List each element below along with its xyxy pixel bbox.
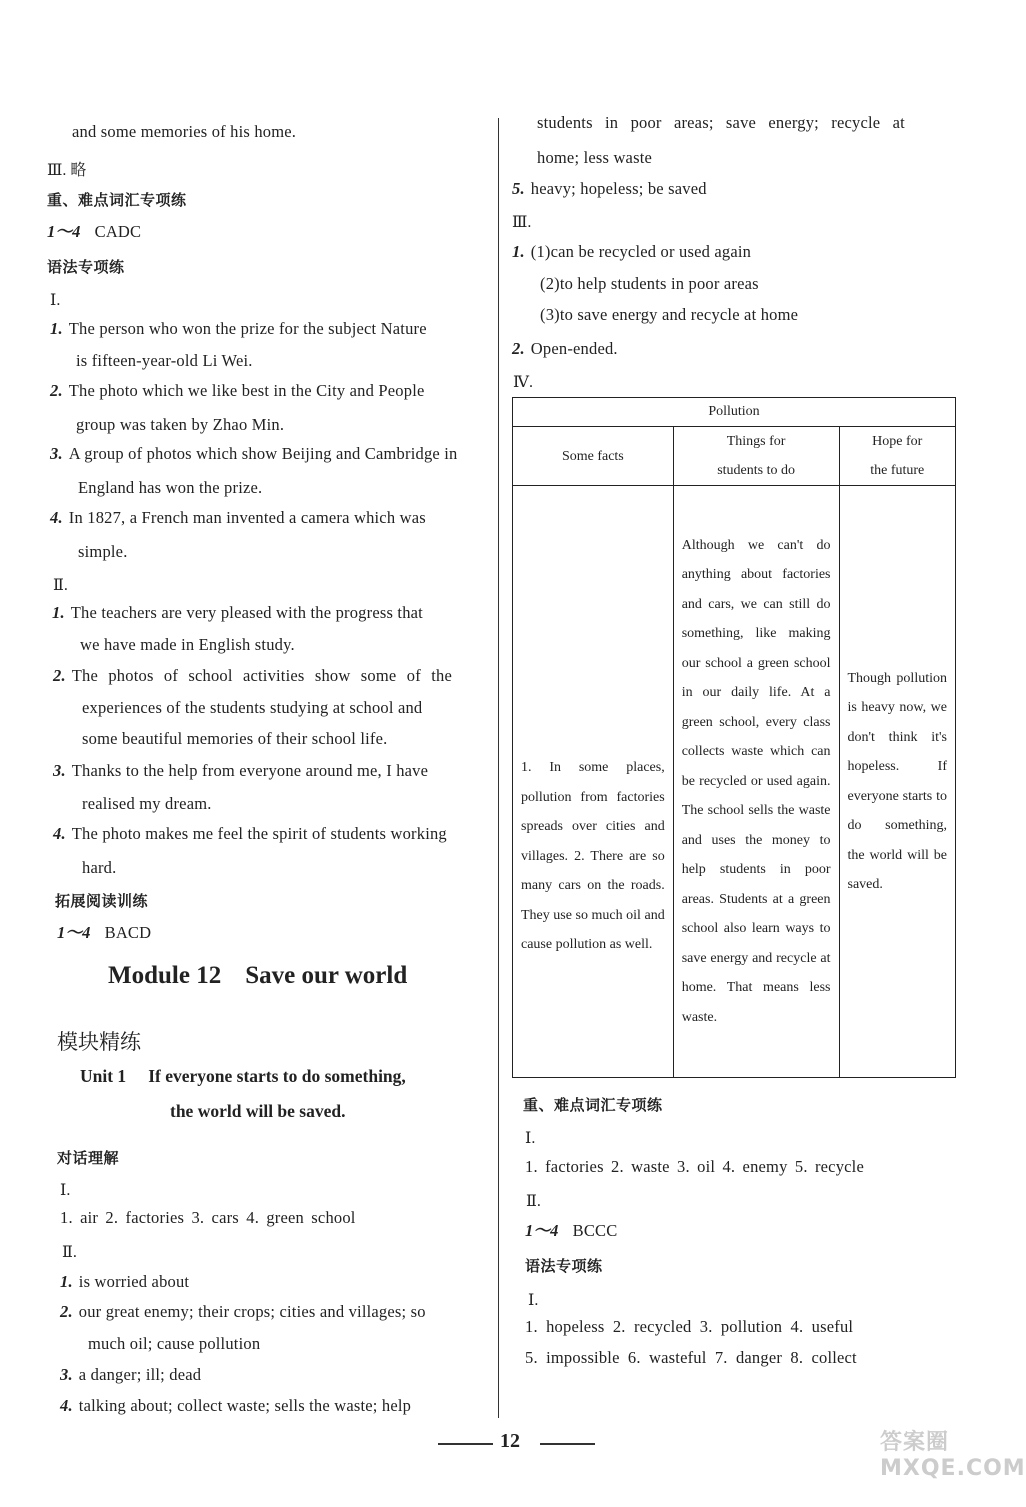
heading-vocab: 重、难点词汇专项练 bbox=[47, 191, 187, 209]
item-number: 3. bbox=[50, 444, 63, 463]
answer-text: our great enemy; their crops; cities and villages; so bbox=[78, 1302, 426, 1321]
item-number: 1～4 bbox=[47, 222, 81, 241]
answer-line: some beautiful memories of their school life. bbox=[82, 729, 388, 748]
answer-text: BCCC bbox=[572, 1221, 618, 1240]
reading-answer bbox=[57, 923, 151, 943]
column-header: Some facts bbox=[513, 427, 674, 486]
section-roman-2: Ⅱ. bbox=[62, 1244, 77, 1261]
section-roman-4: Ⅳ. bbox=[513, 374, 533, 391]
answer-text: BACD bbox=[104, 923, 152, 942]
answer-line bbox=[50, 508, 426, 528]
answer-text: is worried about bbox=[78, 1272, 190, 1291]
section-title: 模块精练 bbox=[57, 1030, 141, 1054]
section-roman-1: Ⅰ. bbox=[50, 292, 61, 309]
unit-title bbox=[80, 1066, 406, 1087]
answer-line bbox=[53, 761, 428, 781]
answer-line: much oil; cause pollution bbox=[88, 1334, 261, 1353]
section-roman-2: Ⅱ. bbox=[526, 1193, 541, 1210]
page-number: 12 bbox=[500, 1430, 520, 1452]
answer-line: hard. bbox=[82, 858, 117, 877]
item-number: 2. bbox=[53, 666, 66, 685]
heading-dialogue: 对话理解 bbox=[57, 1149, 120, 1167]
answer-text: In 1827, a French man invented a camera which was bbox=[68, 508, 426, 527]
item-number: 1. bbox=[512, 242, 525, 261]
section-roman-2: Ⅱ. bbox=[53, 577, 68, 594]
answer-line: 5. impossible 6. wasteful 7. danger 8. collect bbox=[525, 1348, 857, 1367]
answer-line: experiences of the students studying at school and bbox=[82, 698, 423, 717]
item-number: 3. bbox=[53, 761, 66, 780]
answer-line bbox=[60, 1365, 201, 1385]
table-title: Pollution bbox=[513, 398, 956, 427]
watermark-logo: 答案圈 MXQE.COM bbox=[880, 1430, 1026, 1481]
answer-line bbox=[50, 381, 425, 401]
column-header: Hope for the future bbox=[839, 427, 956, 486]
answer-line: group was taken by Zhao Min. bbox=[76, 415, 285, 434]
section-roman-1: Ⅰ. bbox=[60, 1182, 71, 1199]
answer-line bbox=[50, 444, 457, 464]
answer-line bbox=[53, 666, 452, 686]
answer-line bbox=[60, 1272, 189, 1292]
answer-line: simple. bbox=[78, 542, 128, 561]
answer-line bbox=[512, 242, 751, 262]
answer-text: CADC bbox=[94, 222, 142, 241]
item-number: 1. bbox=[50, 319, 63, 338]
answer-line bbox=[60, 1396, 411, 1416]
section-roman-3: Ⅲ. bbox=[512, 214, 532, 231]
table-cell-hope: Though pollution is heavy now, we don't think it's hopeless. If everyone starts to do something, the world will be saved. bbox=[839, 486, 956, 1078]
heading-grammar: 语法专项练 bbox=[47, 258, 125, 276]
answer-text: talking about; collect waste; sells the waste; help bbox=[78, 1396, 412, 1415]
answer-line bbox=[512, 339, 618, 359]
answer-line: 1. air 2. factories 3. cars 4. green school bbox=[60, 1208, 356, 1227]
item-number: 1. bbox=[52, 603, 65, 622]
answer-text: The photos of school activities show some of the bbox=[71, 666, 452, 685]
answer-line bbox=[525, 1221, 617, 1241]
text-line: and some memories of his home. bbox=[72, 122, 297, 141]
module-title: Module 12 Save our world bbox=[108, 962, 408, 989]
item-number: 1～4 bbox=[525, 1221, 559, 1240]
footer-ornament-left bbox=[438, 1443, 493, 1445]
vocab-answer bbox=[47, 222, 141, 242]
answer-text: a danger; ill; dead bbox=[78, 1365, 202, 1384]
answer-text: heavy; hopeless; be saved bbox=[530, 179, 707, 198]
answer-line bbox=[53, 824, 447, 844]
answer-text: The person who won the prize for the subject Nature bbox=[68, 319, 427, 338]
answer-line: we have made in English study. bbox=[80, 635, 295, 654]
section-roman-1: Ⅰ. bbox=[528, 1292, 539, 1309]
answer-line: 1. factories 2. waste 3. oil 4. enemy 5. recycle bbox=[525, 1157, 864, 1176]
answer-text: (1)can be recycled or used again bbox=[530, 242, 752, 261]
item-number: 1～4 bbox=[57, 923, 91, 942]
section-roman-3: Ⅲ. 略 bbox=[47, 162, 87, 179]
item-number: 1. bbox=[60, 1272, 73, 1291]
item-number: 2. bbox=[50, 381, 63, 400]
unit-title-line: the world will be saved. bbox=[170, 1101, 346, 1121]
answer-line bbox=[52, 603, 423, 623]
heading-vocab: 重、难点词汇专项练 bbox=[523, 1096, 663, 1114]
unit-title-line: If everyone starts to do something, bbox=[148, 1066, 406, 1086]
answer-line bbox=[50, 319, 427, 339]
answer-text: The teachers are very pleased with the progress that bbox=[70, 603, 423, 622]
answer-text: The photo which we like best in the City and People bbox=[68, 381, 425, 400]
answer-line: 1. hopeless 2. recycled 3. pollution 4. useful bbox=[525, 1317, 854, 1336]
item-number: 4. bbox=[50, 508, 63, 527]
table-cell-facts: 1. In some places, pollution from factories spreads over cities and villages. 2. There are so many cars on the roads. They use so much oil and cause pollution as well. bbox=[513, 486, 674, 1078]
answer-line: (2)to help students in poor areas bbox=[540, 274, 759, 293]
unit-label: Unit 1 bbox=[80, 1066, 127, 1086]
pollution-table bbox=[512, 397, 956, 1078]
item-number: 2. bbox=[60, 1302, 73, 1321]
footer-ornament-right bbox=[540, 1443, 595, 1445]
item-number: 4. bbox=[53, 824, 66, 843]
column-header: Things for students to do bbox=[673, 427, 839, 486]
item-number: 5. bbox=[512, 179, 525, 198]
answer-line: is fifteen-year-old Li Wei. bbox=[76, 351, 253, 370]
answer-line: England has won the prize. bbox=[78, 478, 263, 497]
item-number: 4. bbox=[60, 1396, 73, 1415]
answer-text: The photo makes me feel the spirit of students working bbox=[71, 824, 447, 843]
answer-line: home; less waste bbox=[537, 148, 653, 167]
heading-grammar: 语法专项练 bbox=[525, 1257, 603, 1275]
item-number: 2. bbox=[512, 339, 525, 358]
answer-line: students in poor areas; save energy; recycle at bbox=[537, 113, 905, 132]
item-number: 3. bbox=[60, 1365, 73, 1384]
section-roman-1: Ⅰ. bbox=[525, 1130, 536, 1147]
answer-line: (3)to save energy and recycle at home bbox=[540, 305, 799, 324]
heading-reading: 拓展阅读训练 bbox=[55, 892, 149, 910]
answer-text: A group of photos which show Beijing and Cambridge in bbox=[68, 444, 458, 463]
answer-text: Open-ended. bbox=[530, 339, 618, 358]
answer-line bbox=[60, 1302, 426, 1322]
answer-text: Thanks to the help from everyone around me, I have bbox=[71, 761, 429, 780]
answer-line bbox=[512, 179, 707, 199]
column-divider bbox=[498, 118, 499, 1418]
answer-line: realised my dream. bbox=[82, 794, 212, 813]
table-cell-todo: Although we can't do anything about factories and cars, we can still do something, like making our school a green school in our daily life. At a green school, every class collects waste which can be recycled or used again. The school sells the waste and uses the money to help students in poor areas. Students at a green school also learn ways to save energy and recycle at home. That means less waste. bbox=[673, 486, 839, 1078]
